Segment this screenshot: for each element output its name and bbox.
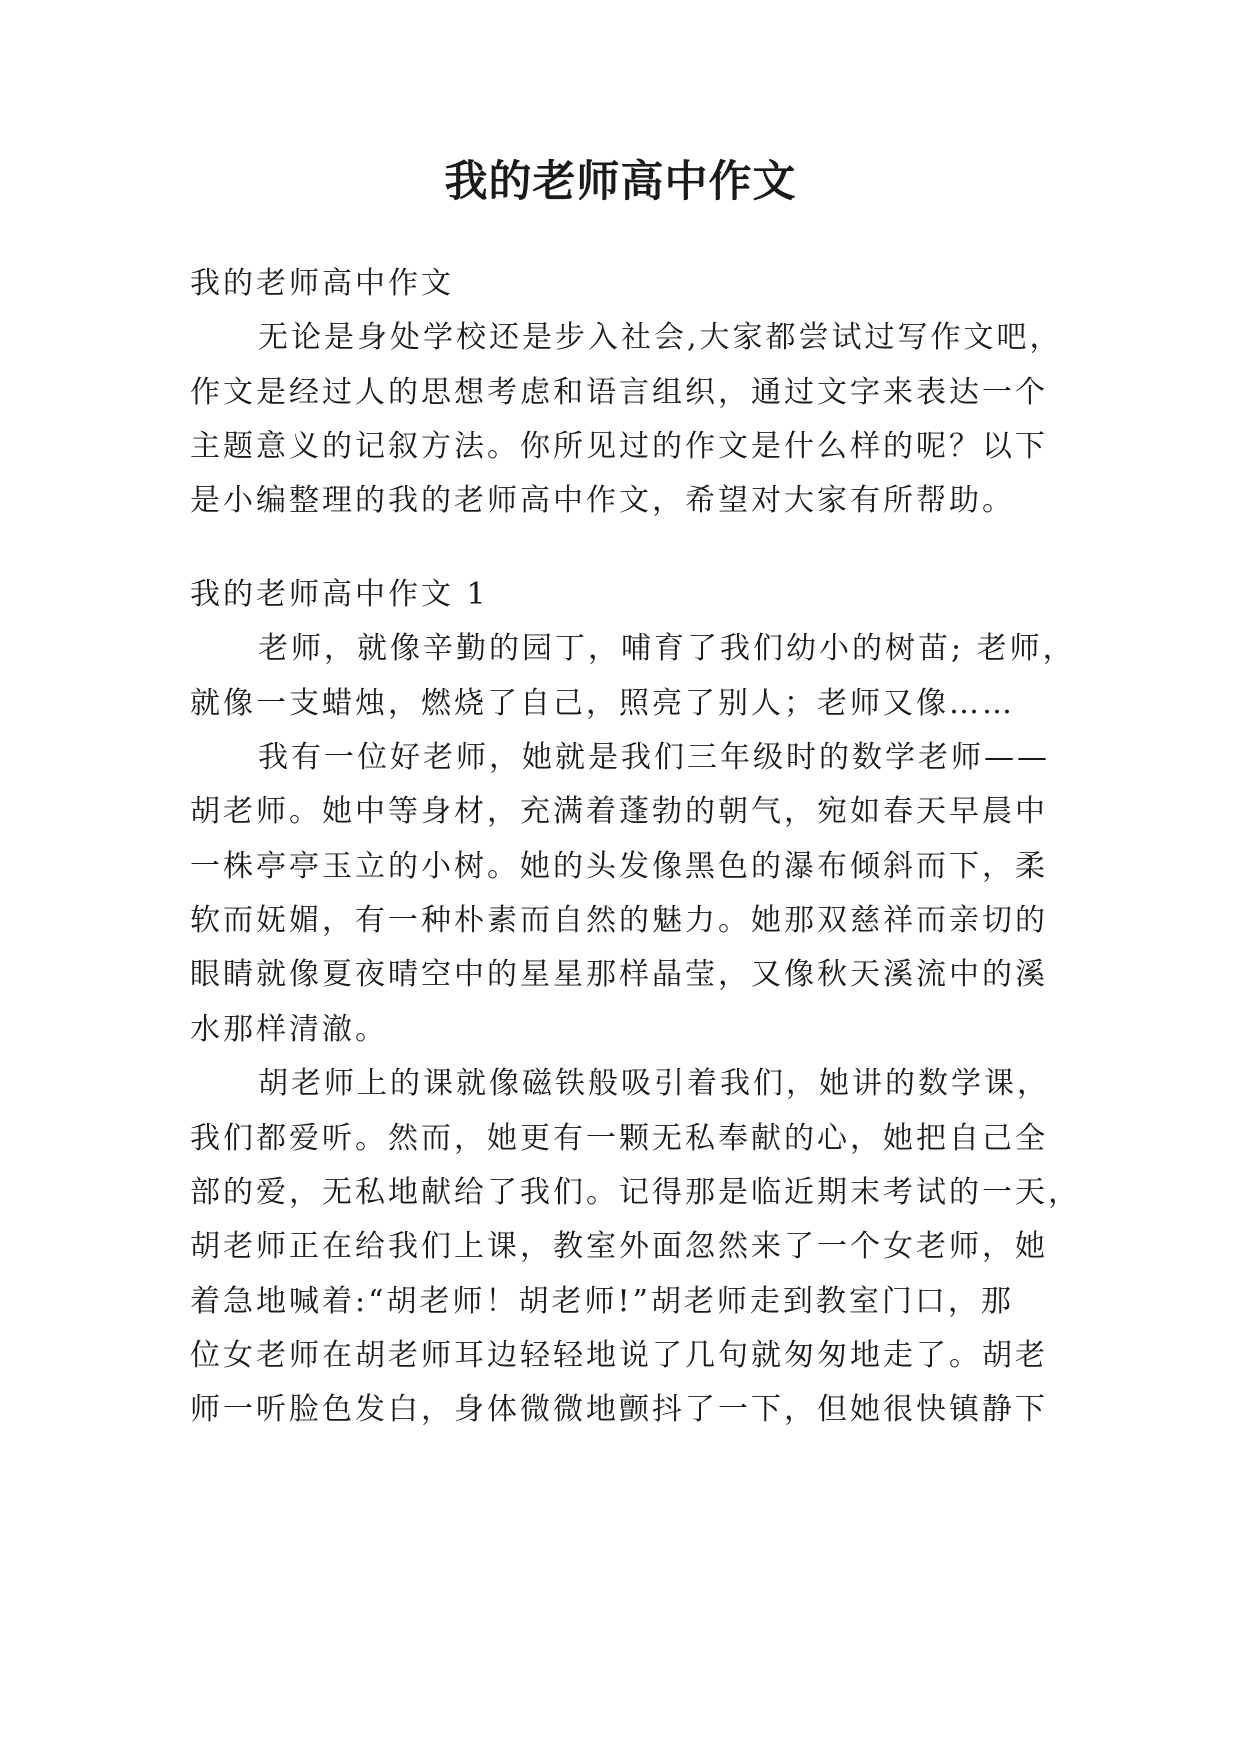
intro-line: 无论是身处学校还是步入社会,大家都尝试过写作文吧，	[258, 320, 1063, 355]
intro-line: 主题意义的记叙方法。你所见过的作文是什么样的呢？以下	[190, 429, 1048, 464]
paragraph-line: 一株亭亭玉立的小树。她的头发像黑色的瀑布倾斜而下，柔	[190, 849, 1048, 884]
intro-line: 作文是经过人的思想考虑和语言组织，通过文字来表达一个	[190, 375, 1048, 410]
document-subtitle: 我的老师高中作文	[190, 266, 454, 301]
paragraph-line: 位女老师在胡老师耳边轻轻地说了几句就匆匆地走了。胡老	[190, 1338, 1048, 1373]
paragraph-line: 我们都爱听。然而，她更有一颗无私奉献的心，她把自己全	[190, 1121, 1048, 1156]
paragraph-line: 我有一位好老师，她就是我们三年级时的数学老师——	[258, 740, 1050, 775]
document-title: 我的老师高中作文	[444, 157, 797, 207]
section-heading: 我的老师高中作文 1	[190, 577, 489, 612]
intro-line: 是小编整理的我的老师高中作文，希望对大家有所帮助。	[190, 483, 1015, 518]
paragraph-line: 胡老师。她中等身材，充满着蓬勃的朝气，宛如春天早晨中	[190, 794, 1048, 829]
paragraph-line: 胡老师上的课就像磁铁般吸引着我们，她讲的数学课，	[258, 1066, 1050, 1101]
paragraph-line: 部的爱，无私地献给了我们。记得那是临近期末考试的一天，	[190, 1175, 1081, 1210]
paragraph-line: 水那样清澈。	[190, 1012, 388, 1047]
paragraph-line: 着急地喊着:“胡老师！胡老师!”胡老师走到教室门口，那	[190, 1284, 1014, 1319]
paragraph-line: 就像一支蜡烛，燃烧了自己，照亮了别人；老师又像……	[190, 686, 1015, 721]
paragraph-line: 软而妩媚，有一种朴素而自然的魅力。她那双慈祥而亲切的	[190, 903, 1048, 938]
paragraph-line: 胡老师正在给我们上课，教室外面忽然来了一个女老师，她	[190, 1229, 1048, 1264]
paragraph-line: 眼睛就像夏夜晴空中的星星那样晶莹，又像秋天溪流中的溪	[190, 957, 1048, 992]
paragraph-line: 老师，就像辛勤的园丁，哺育了我们幼小的树苗; 老师，	[258, 631, 1076, 666]
paragraph-line: 师一听脸色发白，身体微微地颤抖了一下，但她很快镇静下	[190, 1392, 1048, 1427]
